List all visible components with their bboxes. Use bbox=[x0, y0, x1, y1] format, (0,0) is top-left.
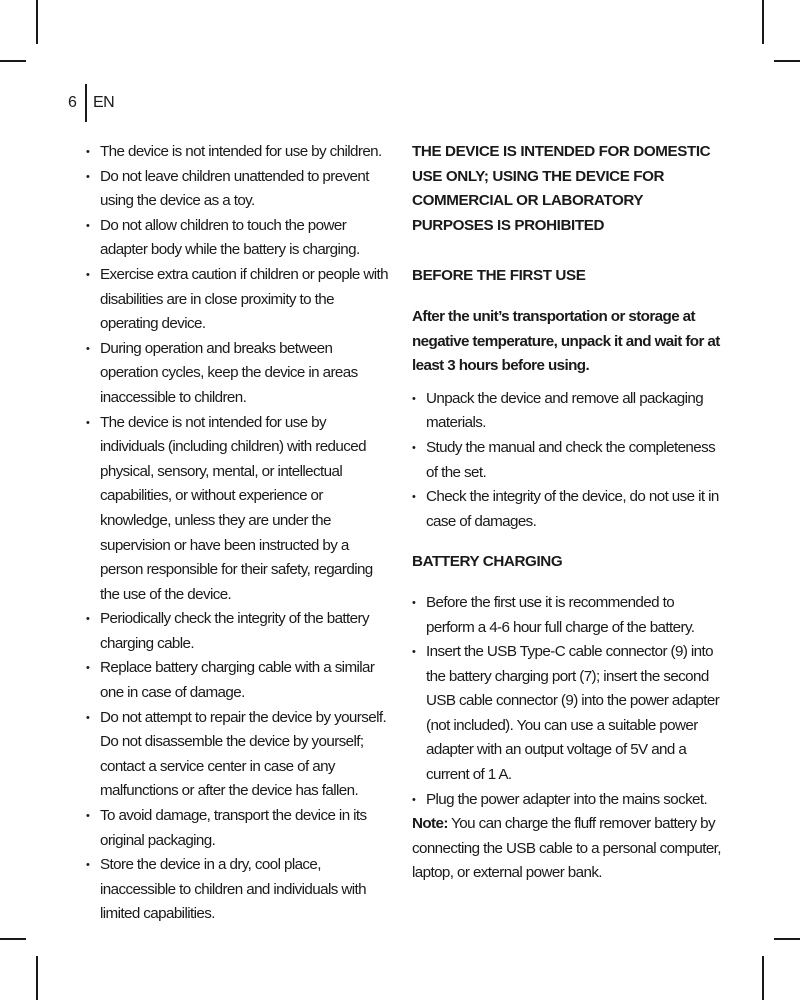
crop-mark-bottom-left-horizontal bbox=[0, 938, 26, 940]
list-item: • Before the first use it is recommended to perform a 4-6 hour full charge of the battery. bbox=[412, 591, 722, 640]
charging-note bbox=[412, 812, 722, 886]
section-heading: BEFORE THE FIRST USE bbox=[412, 267, 586, 285]
crop-mark-top-right-vertical bbox=[762, 0, 764, 44]
list-item: • During operation and breaks between operation cycles, keep the device in areas inaccessible to children. bbox=[86, 337, 392, 411]
crop-mark-top-left-vertical bbox=[36, 0, 38, 44]
note-text: You can charge the fluff remover battery by connecting the USB cable to a personal computer, laptop, or external power bank. bbox=[412, 815, 721, 882]
before-first-use-section bbox=[412, 264, 722, 534]
list-item: • Unpack the device and remove all packaging materials. bbox=[412, 387, 722, 436]
safety-list bbox=[86, 140, 392, 927]
page-number: 6 bbox=[68, 94, 77, 111]
crop-mark-bottom-left-vertical bbox=[36, 956, 38, 1000]
section-heading: BATTERY CHARGING bbox=[412, 553, 563, 571]
list-item: • Check the integrity of the device, do not use it in case of damages. bbox=[412, 485, 722, 534]
list-item: • The device is not intended for use by children. bbox=[86, 140, 392, 165]
list-item: • Insert the USB Type-C cable connector (9) into the battery charging port (7); insert the second USB cable connector (9) into the power adapter (not included). You can use a suitable power adapter with an output voltage of 5V and a current of 1 A. bbox=[412, 640, 722, 788]
list-item: • Do not attempt to repair the device by yourself. Do not disassemble the device by yourself; contact a service center in case of any malfunctions or after the device has fallen. bbox=[86, 706, 392, 804]
list-item: • The device is not intended for use by individuals (including children) with reduced physical, sensory, mental, or intellectual capabilities, or without experience or knowledge, unless they are under the supervision or have been instructed by a person responsible for their safety, regarding the use of the device. bbox=[86, 411, 392, 608]
list-item: • Do not allow children to touch the power adapter body while the battery is charging. bbox=[86, 214, 392, 263]
list-item: • Replace battery charging cable with a similar one in case of damage. bbox=[86, 656, 392, 705]
first-use-list bbox=[412, 387, 722, 535]
crop-mark-top-left-horizontal bbox=[0, 60, 26, 62]
domestic-use-banner: THE DEVICE IS INTENDED FOR DOMESTIC USE ONLY; USING THE DEVICE FOR COMMERCIAL OR LABORATORY PURPOSES IS PROHIBITED bbox=[412, 143, 711, 234]
list-item: • Do not leave children unattended to prevent using the device as a toy. bbox=[86, 165, 392, 214]
crop-mark-bottom-right-vertical bbox=[762, 956, 764, 1000]
list-item: • Study the manual and check the completeness of the set. bbox=[412, 436, 722, 485]
list-item: • Store the device in a dry, cool place, inaccessible to children and individuals with limited capabilities. bbox=[86, 853, 392, 927]
language-label: EN bbox=[93, 94, 115, 111]
crop-mark-top-right-horizontal bbox=[774, 60, 800, 62]
list-item: • Exercise extra caution if children or people with disabilities are in close proximity to the operating device. bbox=[86, 263, 392, 337]
charging-list bbox=[412, 591, 722, 812]
header-divider bbox=[85, 84, 87, 122]
list-item: • To avoid damage, transport the device in its original packaging. bbox=[86, 804, 392, 853]
right-column bbox=[412, 140, 722, 902]
storage-warning: After the unit’s transportation or storage at negative temperature, unpack it and wait for at least 3 hours before using. bbox=[412, 307, 720, 375]
battery-charging-section bbox=[412, 550, 722, 886]
crop-mark-bottom-right-horizontal bbox=[774, 938, 800, 940]
note-label: Note: bbox=[412, 815, 448, 833]
list-item: • Plug the power adapter into the mains socket. bbox=[412, 788, 722, 813]
left-column bbox=[86, 140, 392, 927]
list-item: • Periodically check the integrity of the battery charging cable. bbox=[86, 607, 392, 656]
